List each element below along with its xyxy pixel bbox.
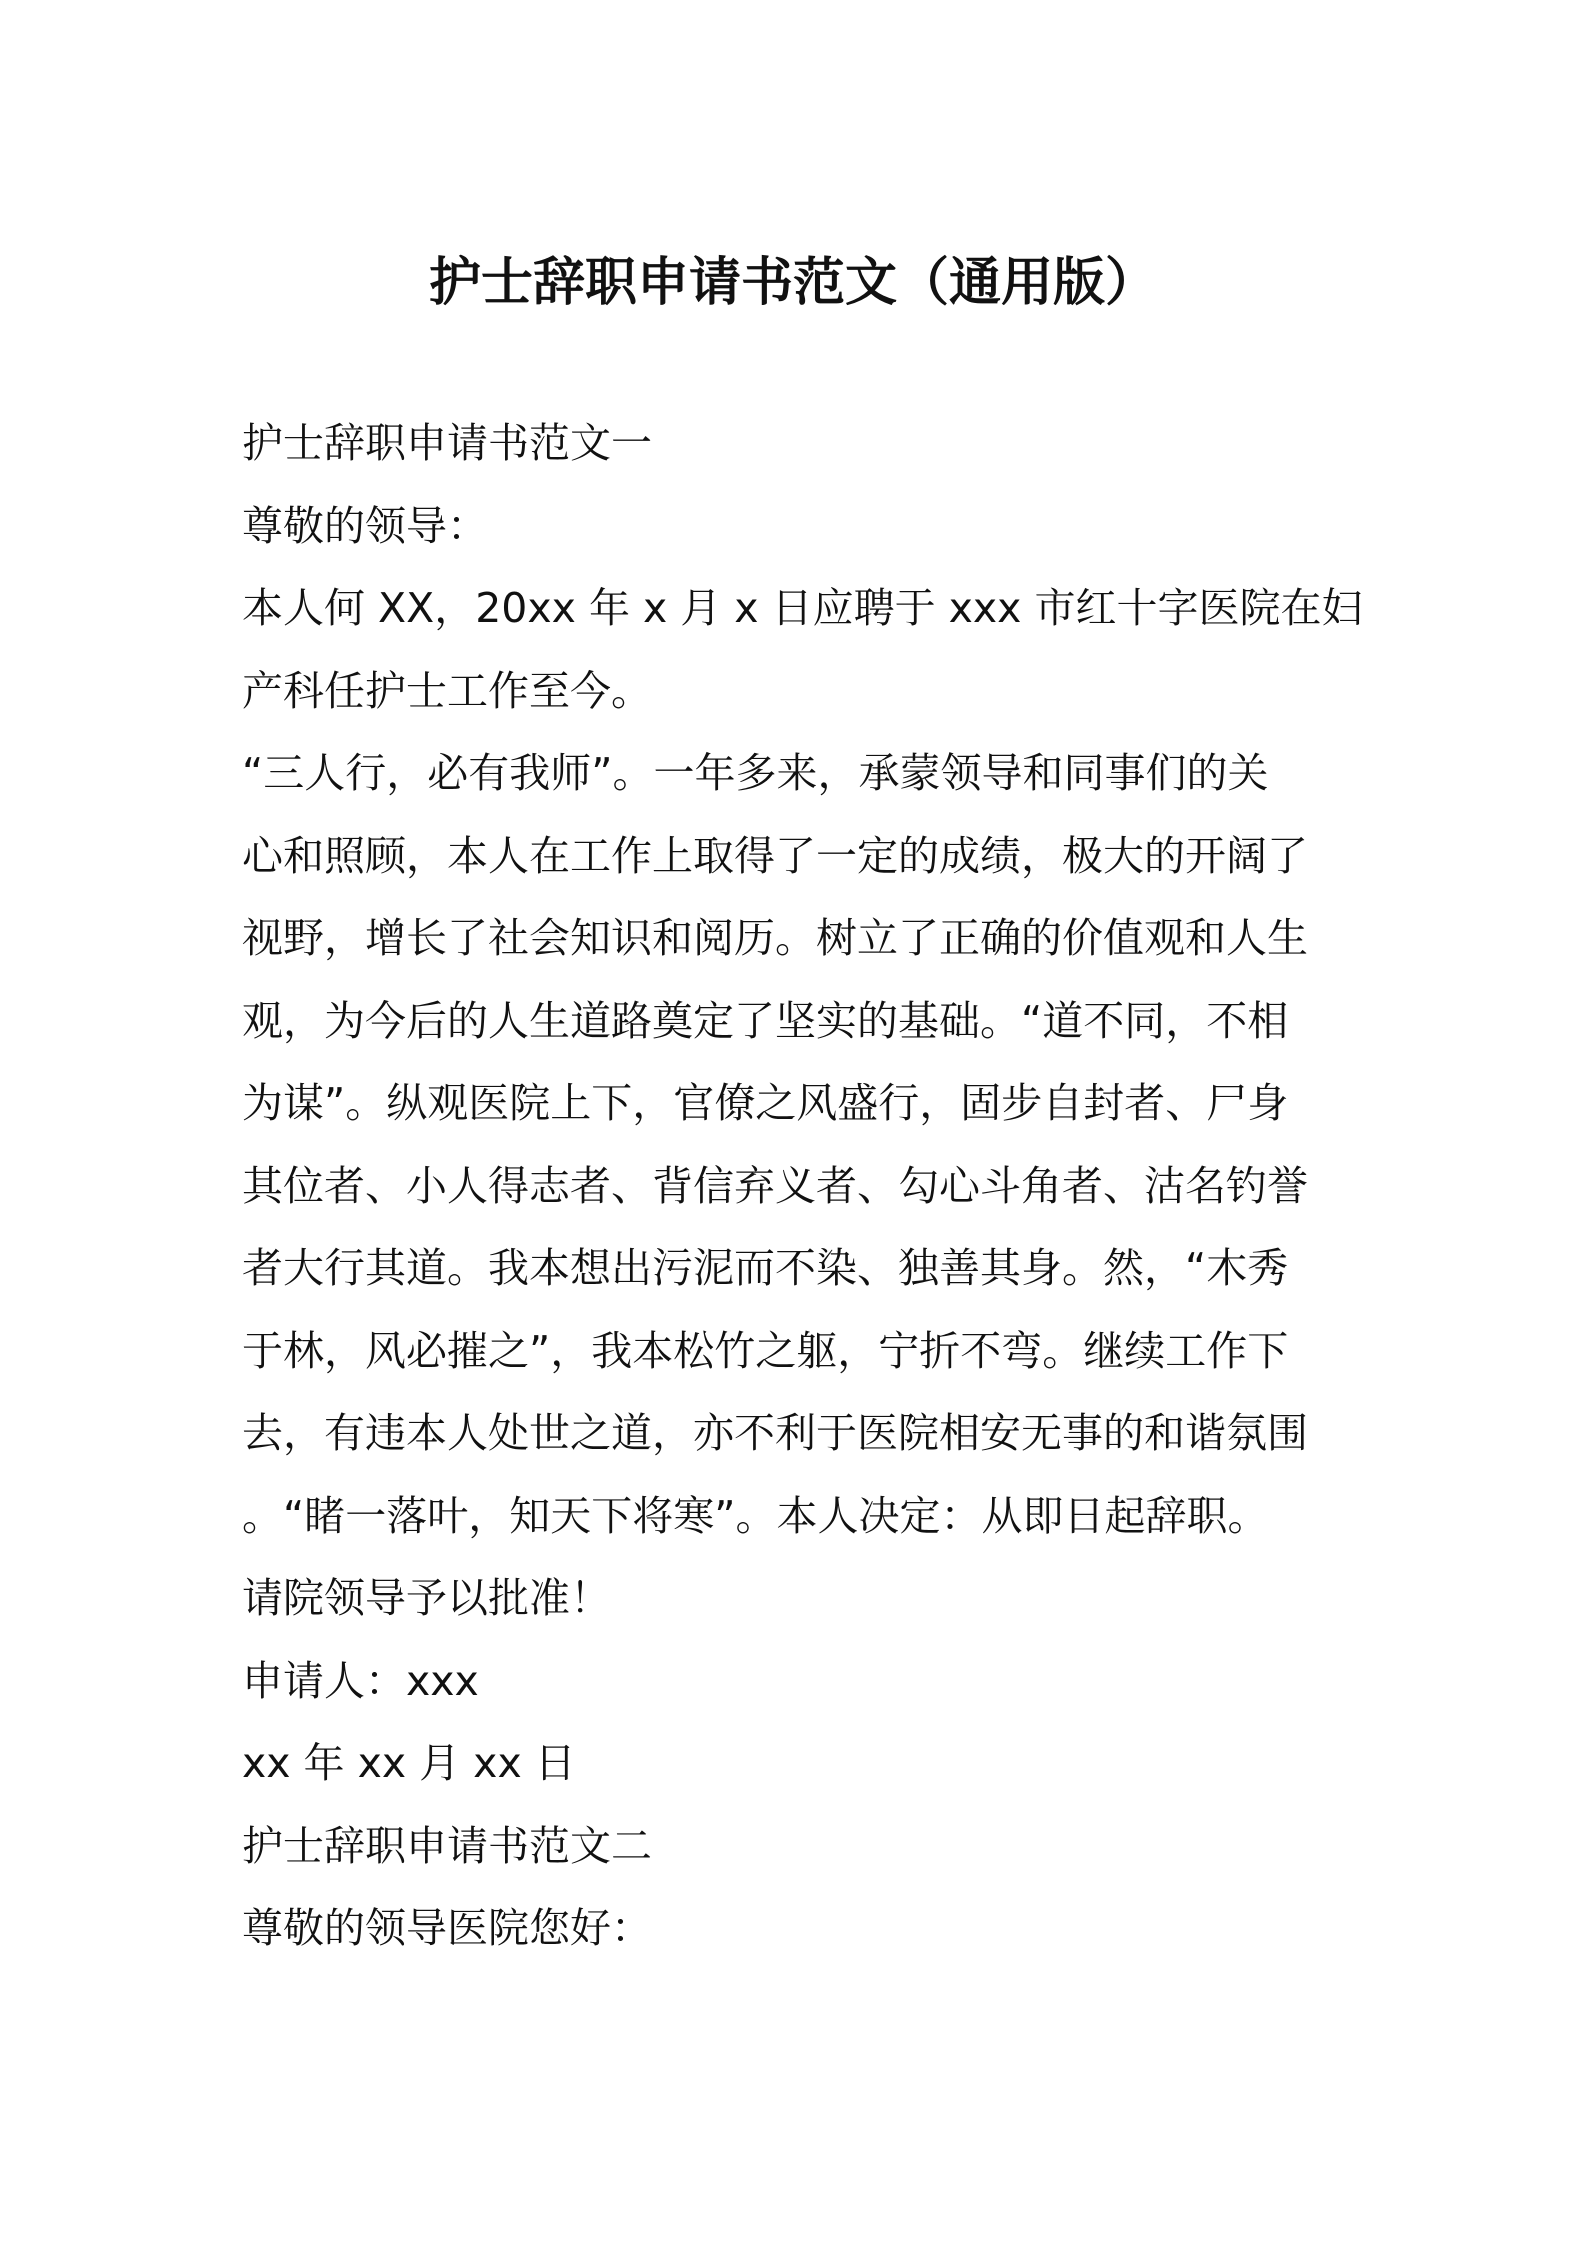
paragraph-line: 心和照顾，本人在工作上取得了一定的成绩，极大的开阔了 <box>242 831 1308 880</box>
section-heading-2: 护士辞职申请书范文二 <box>242 1821 652 1870</box>
salutation: 尊敬的领导： <box>242 501 488 550</box>
paragraph-line: 者大行其道。我本想出污泥而不染、独善其身。然，“木秀 <box>242 1244 1289 1292</box>
paragraph-line: 。“睹一落叶，知天下将寒”。本人决定：从即日起辞职。 <box>242 1491 1269 1540</box>
paragraph-line: 本人何 XX，20xx 年 x 月 x 日应聘于 xxx 市红十字医院在妇 <box>242 584 1363 632</box>
document-body <box>242 402 1363 1970</box>
document-title: 护士辞职申请书范文（通用版） <box>428 253 1157 313</box>
date-line: xx 年 xx 月 xx 日 <box>242 1739 576 1787</box>
applicant-line: 申请人：xxx <box>242 1656 479 1705</box>
paragraph-line: 产科任护士工作至今。 <box>242 666 652 715</box>
paragraph-line: “三人行，必有我师”。一年多来，承蒙领导和同事们的关 <box>242 749 1269 797</box>
paragraph-line: 为谋”。纵观医院上下，官僚之风盛行，固步自封者、尸身 <box>242 1079 1289 1127</box>
paragraph-line: 其位者、小人得志者、背信弃义者、勾心斗角者、沽名钓誉 <box>242 1161 1308 1210</box>
salutation-2: 尊敬的领导医院您好： <box>242 1904 652 1952</box>
paragraph-line: 于林，风必摧之”，我本松竹之躯，宁折不弯。继续工作下 <box>242 1326 1289 1375</box>
section-heading-1: 护士辞职申请书范文一 <box>242 419 652 467</box>
paragraph-line: 观，为今后的人生道路奠定了坚实的基础。“道不同，不相 <box>242 996 1289 1045</box>
paragraph-line: 去，有违本人处世之道，亦不利于医院相安无事的和谐氛围 <box>242 1409 1308 1457</box>
request-line: 请院领导予以批准！ <box>242 1574 611 1622</box>
paragraph-line: 视野，增长了社会知识和阅历。树立了正确的价值观和人生 <box>242 914 1308 962</box>
